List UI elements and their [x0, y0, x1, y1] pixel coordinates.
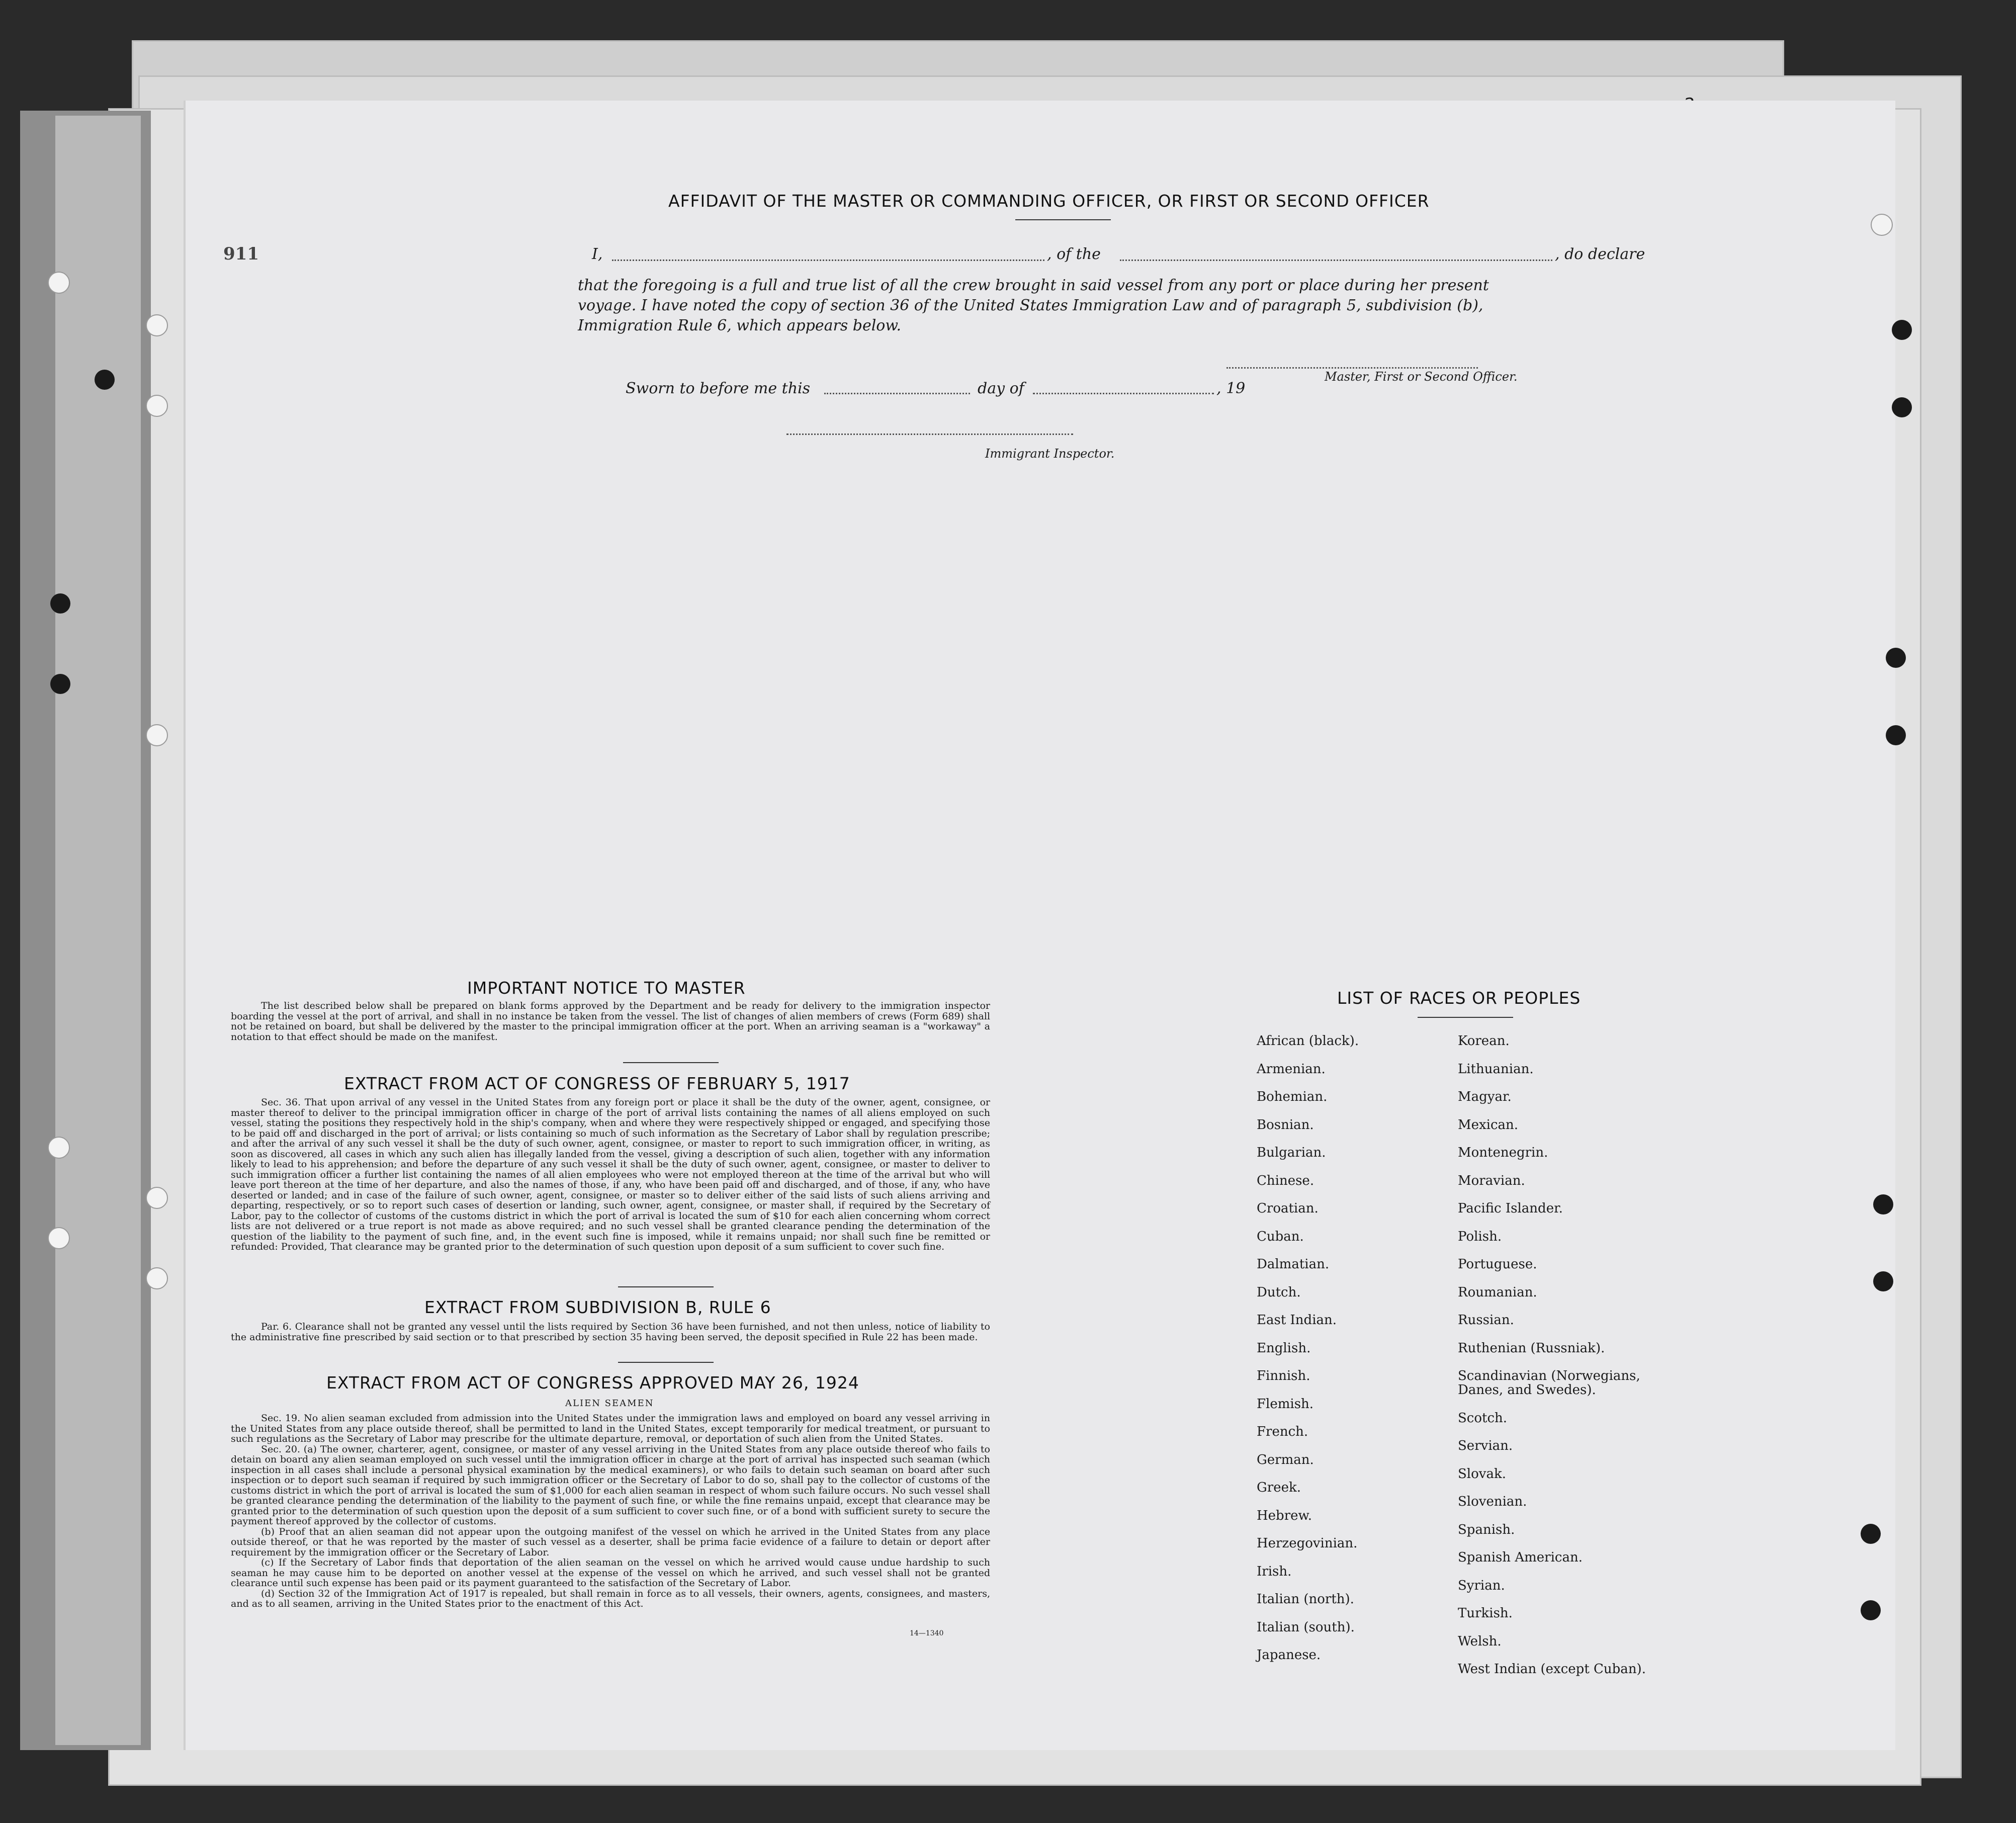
punch-hole	[1861, 1524, 1881, 1544]
punch-hole	[1873, 1194, 1893, 1214]
race-item: German.	[1257, 1452, 1314, 1467]
race-item: Croatian.	[1257, 1201, 1319, 1216]
punch-hole	[1861, 1600, 1881, 1620]
punch-hole	[50, 593, 70, 614]
race-item: East Indian.	[1257, 1313, 1337, 1328]
race-item: Herzegovinian.	[1257, 1536, 1358, 1551]
punch-hole	[1892, 320, 1912, 340]
extract-1917-body: Sec. 36. That upon arrival of any vessel in the United States from any foreign port or place it shall be the duty of the owner, agent, consignee, or master thereof to deliver to the principal immigration officer in charge of the port of arrival lists containing the names of all aliens employed on such vessel, stating the positions they respectively hold in the ship's company, when and where they were respectively shipped or engaged, and specifying those to be paid off and discharged in the port of arrival; or lists containing so much of such information as the Secretary of Labor shall by regulation prescribe; and after the arrival of any such vessel it shall be the duty of such owner, agent, consignee, or master to report to such immigration officer, in writing, as soon as discovered, all cases in which any such alien has illegally landed from the vessel, giving a description of such alien, together with any information likely to lead to his apprehension; and before the departure of any such vessel it shall be the duty of such owner, agent, consignee, or master to deliver to such immigration officer a further list containing the names of all alien employees who were not employed thereon at the time of the arrival but who will leave port thereon at the time of her departure, and also the names of those, if any, who have been paid off and discharged, and of those, if any, who have deserted or landed; and in case of the failure of such owner, agent, consignee, or master so to deliver either of the said lists of such aliens arriving and departing, respectively, or so to report such cases of desertion or landing, such owner, agent, consignee, or master shall, if required by the Secretary of Labor, pay to the collector of customs of the customs district in which the port of arrival is located the sum of $10 for each alien concerning whom correct lists are not delivered or a true report is not made as above required; and no such vessel shall be granted clearance pending the determination of the question of the liability to the payment of such fine, and, in the event such fine is imposed, while it remains unpaid; nor shall such fine be remitted or refunded: Provided, That clearance may be granted prior to the determination of such question upon deposit of a sum sufficient to cover such fine.	[231, 1097, 990, 1252]
punch-hole	[50, 674, 70, 694]
race-item: Roumanian.	[1458, 1284, 1537, 1300]
divider	[618, 1286, 714, 1287]
race-item: Danes, and Swedes).	[1458, 1382, 1596, 1398]
extract-rule6-title: EXTRACT FROM SUBDIVISION B, RULE 6	[424, 1297, 771, 1317]
paragraph: (d) Section 32 of the Immigration Act of 1917 is repealed, but shall remain in force as to all vessels, their owners, agents, consignees, and masters, and as to all seamen, arriving in the United States prior to the enactment of this Act.	[231, 1588, 990, 1609]
race-item: French.	[1257, 1424, 1308, 1439]
punch-hole	[1892, 397, 1912, 417]
punch-hole	[146, 1267, 168, 1289]
race-item: Pacific Islander.	[1458, 1201, 1563, 1216]
race-item: Russian.	[1458, 1313, 1514, 1328]
race-item: West Indian (except Cuban).	[1458, 1662, 1646, 1677]
punch-hole	[1886, 648, 1906, 668]
race-item: Irish.	[1257, 1564, 1292, 1579]
punch-hole	[48, 1137, 70, 1159]
race-item: Italian (north).	[1257, 1592, 1354, 1607]
extract-1924-subtitle: ALIEN SEAMEN	[565, 1398, 654, 1409]
punch-hole	[48, 1227, 70, 1249]
race-item: Bulgarian.	[1257, 1145, 1326, 1160]
race-item: Servian.	[1458, 1438, 1513, 1453]
binder-edge	[55, 116, 141, 1745]
race-item: Mexican.	[1458, 1117, 1519, 1133]
form-number: 14—1340	[910, 1629, 944, 1637]
paragraph: (c) If the Secretary of Labor finds that deportation of the alien seaman on the vessel on which he arrived would cause undue hardship to such seaman he may cause him to be deported on another vessel at the expense of the vessel on which he arrived, and such vessel shall not be granted clearance until such expense has been paid or its payment guaranteed to the satisfaction of the Secretary of Labor.	[231, 1557, 990, 1589]
punch-hole	[1873, 1271, 1893, 1291]
race-item: Turkish.	[1458, 1606, 1513, 1621]
punch-hole	[1886, 725, 1906, 745]
inspector-signature-line	[786, 433, 1073, 435]
race-item: English.	[1257, 1340, 1311, 1356]
punch-hole	[146, 314, 168, 336]
signature-label: Master, First or Second Officer.	[1325, 370, 1518, 384]
race-item: Montenegrin.	[1458, 1145, 1548, 1160]
race-item: Moravian.	[1458, 1173, 1525, 1188]
race-item: Polish.	[1458, 1229, 1502, 1244]
paragraph: (b) Proof that an alien seaman did not appear upon the outgoing manifest of the vessel on which he arrived in the United States from any place outside thereof, or that he was reported by the master of such vessel as a deserter, shall be prima facie evidence of a failure to detain or deport after requirement by the immigration officer or the Secretary of Labor.	[231, 1526, 990, 1558]
race-item: Scandinavian (Norwegians,	[1458, 1368, 1640, 1383]
extract-rule6-body: Par. 6. Clearance shall not be granted any vessel until the lists required by Section 36 have been furnished, and not then unless, notice of liability to the administrative fine prescribed by said section or to that prescribed by section 35 having been served, the deposit specified in Rule 22 has been made.	[231, 1321, 990, 1343]
notice-body: The list described below shall be prepared on blank forms approved by the Department and be ready for delivery to the immigration inspector boarding the vessel at the port of arrival, and shall in no instance be taken from the vessel. The list of changes of alien members of crews (Form 689) shall not be retained on board, but shall be delivered by the master to the principal immigration officer at the port. When an arriving seaman is a "workaway" a notation to that effect should be made on the manifest.	[231, 1000, 990, 1043]
extract-1917-title: EXTRACT FROM ACT OF CONGRESS OF FEBRUARY 5, 1917	[344, 1074, 850, 1093]
race-item: Finnish.	[1257, 1368, 1310, 1383]
race-item: Dutch.	[1257, 1284, 1301, 1300]
race-item: Bohemian.	[1257, 1089, 1328, 1104]
affidavit-line4: Immigration Rule 6, which appears below.	[578, 317, 902, 334]
race-item: Chinese.	[1257, 1173, 1314, 1188]
race-item: Armenian.	[1257, 1061, 1326, 1077]
divider	[1418, 1017, 1513, 1018]
punch-hole	[146, 1187, 168, 1209]
race-item: Lithuanian.	[1458, 1061, 1534, 1077]
notice-title: IMPORTANT NOTICE TO MASTER	[467, 978, 746, 998]
punch-hole	[146, 724, 168, 746]
race-item: Dalmatian.	[1257, 1257, 1330, 1272]
race-item: Magyar.	[1458, 1089, 1512, 1104]
race-item: Portuguese.	[1458, 1257, 1537, 1272]
divider	[618, 1362, 714, 1363]
race-item: Spanish.	[1458, 1522, 1515, 1537]
race-item: Korean.	[1458, 1033, 1510, 1049]
inspector-label: Immigrant Inspector.	[985, 447, 1115, 461]
race-item: Flemish.	[1257, 1396, 1314, 1412]
affidavit-line1: I, , of the , do declare	[592, 245, 1645, 263]
punch-hole	[48, 272, 70, 294]
race-item: Slovak.	[1458, 1466, 1506, 1482]
race-item: Spanish American.	[1458, 1550, 1583, 1565]
punch-hole	[95, 370, 115, 390]
signature-line	[1226, 367, 1478, 369]
punch-hole	[1871, 214, 1893, 236]
affidavit-title: AFFIDAVIT OF THE MASTER OR COMMANDING OFFICER, OR FIRST OR SECOND OFFICER	[668, 191, 1430, 211]
race-item: Scotch.	[1458, 1410, 1508, 1426]
race-item: Greek.	[1257, 1480, 1301, 1495]
race-item: Welsh.	[1458, 1633, 1502, 1649]
divider	[623, 1062, 719, 1063]
affidavit-line2: that the foregoing is a full and true list of all the crew brought in said vessel from any port or place during her present	[578, 277, 1489, 294]
stamp-number: 911	[223, 244, 259, 264]
race-item: Japanese.	[1257, 1647, 1321, 1663]
punch-hole	[146, 395, 168, 417]
affidavit-line3: voyage. I have noted the copy of section 36 of the United States Immigration Law and of paragraph 5, subdivision (b),	[578, 297, 1483, 314]
divider	[1015, 219, 1111, 220]
race-item: Cuban.	[1257, 1229, 1304, 1244]
sworn-line: Sworn to before me this day of , 19	[626, 380, 1246, 397]
extract-1924-title: EXTRACT FROM ACT OF CONGRESS APPROVED MAY 26, 1924	[326, 1373, 859, 1393]
race-item: African (black).	[1257, 1033, 1359, 1049]
race-item: Hebrew.	[1257, 1508, 1312, 1523]
race-item: Italian (south).	[1257, 1619, 1355, 1635]
races-title: LIST OF RACES OR PEOPLES	[1337, 988, 1581, 1008]
paragraph: Sec. 19. No alien seaman excluded from admission into the United States under the immigration laws and employed on board any vessel arriving in the United States from any place outside thereof, shall be permitted to land in the United States, except temporarily for medical treatment, or pursuant to such regulations as the Secretary of Labor may prescribe for the ultimate departure, removal, or deportation of such alien from the United States.	[231, 1413, 990, 1444]
paragraph: Sec. 20. (a) The owner, charterer, agent, consignee, or master of any vessel arriving in the United States from any place outside thereof who fails to detain on board any alien seaman employed on such vessel until the immigration officer in charge at the port of arrival has inspected such seaman (which inspection in all cases shall include a personal physical examination by the medical examiners), or who fails to detain such seaman on board after such inspection or to deport such seaman if required by such immigration officer or the Secretary of Labor to do so, shall pay to the collector of customs of the customs district in which the port of arrival is located the sum of $1,000 for each alien seaman in respect of whom such failure occurs. No such vessel shall be granted clearance pending the determination of the liability to the payment of such fine, or while the fine remains unpaid, except that clearance may be granted prior to the determination of such question upon the deposit of a sum sufficient to cover such fine, or of a bond with sufficient surety to secure the payment thereof approved by the collector of customs.	[231, 1443, 990, 1527]
race-item: Slovenian.	[1458, 1494, 1527, 1509]
race-item: Syrian.	[1458, 1578, 1505, 1593]
race-item: Bosnian.	[1257, 1117, 1314, 1133]
race-item: Ruthenian (Russniak).	[1458, 1340, 1605, 1356]
manifest-sheet	[184, 101, 1895, 1750]
extract-1924-body	[231, 1413, 990, 1609]
